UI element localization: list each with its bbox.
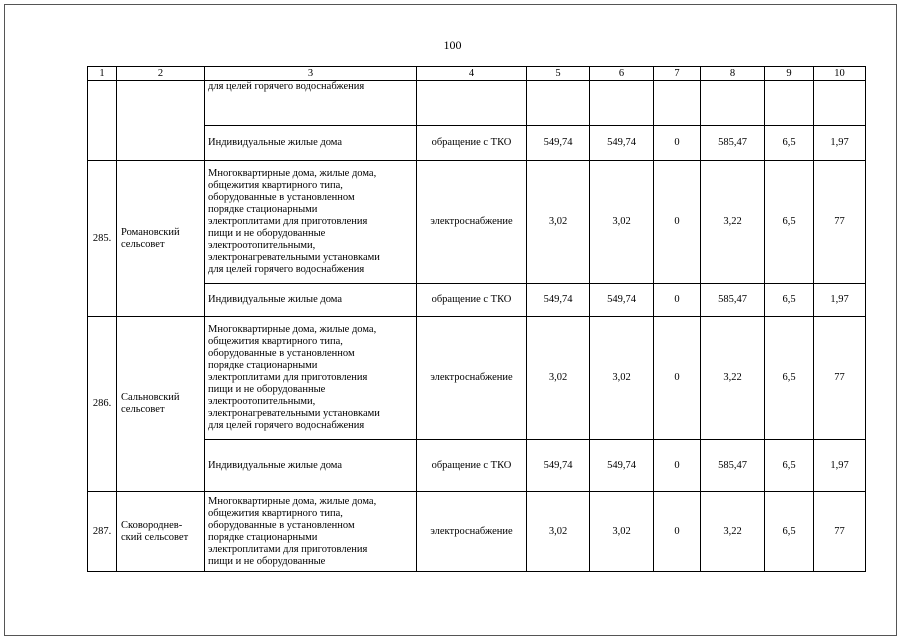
page-number: 100: [443, 38, 462, 52]
value-cell: 6,5: [765, 492, 814, 572]
value-cell: 3,02: [527, 492, 590, 572]
value-cell: 0: [654, 161, 701, 284]
service-cell: обращение с ТКО: [417, 440, 527, 492]
municipality-cell: Сальновский сельсовет: [117, 317, 205, 492]
value-cell: 1,97: [814, 284, 866, 317]
table-row: [88, 284, 866, 317]
municipality-cell: [117, 81, 205, 161]
value-cell: 585,47: [701, 126, 765, 161]
value-cell: 77: [814, 317, 866, 440]
service-cell: электроснабжение: [417, 161, 527, 284]
value-cell: 549,74: [590, 284, 654, 317]
row-number-cell: 287.: [88, 492, 117, 572]
row-number-cell: 285.: [88, 161, 117, 317]
value-cell: 0: [654, 126, 701, 161]
value-cell: 1,97: [814, 440, 866, 492]
column-header: 4: [417, 67, 527, 81]
value-cell: 6,5: [765, 284, 814, 317]
category-cell: Многоквартирные дома, жилые дома, общежития квартирного типа, оборудованные в установленном порядке стационарными электроплитами для приготовления пищи и не оборудованные электроотопительными, электронагревательными установками для целей горячего водоснабжения: [205, 317, 417, 440]
value-cell: 6,5: [765, 440, 814, 492]
value-cell: 549,74: [527, 126, 590, 161]
column-header: 8: [701, 67, 765, 81]
table-row: [88, 161, 866, 284]
value-cell: 1,97: [814, 126, 866, 161]
value-cell: 77: [814, 492, 866, 572]
row-number-cell: [88, 81, 117, 161]
value-cell: 3,02: [590, 317, 654, 440]
table-row: [88, 492, 866, 572]
column-header: 5: [527, 67, 590, 81]
category-cell: для целей горячего водоснабжения: [205, 81, 417, 126]
value-cell: 585,47: [701, 284, 765, 317]
category-cell: Индивидуальные жилые дома: [205, 126, 417, 161]
category-cell: Многоквартирные дома, жилые дома, общежития квартирного типа, оборудованные в установленном порядке стационарными электроплитами для приготовления пищи и не оборудованные электроотопительными, электронагревательными установками для целей горячего водоснабжения: [205, 161, 417, 284]
value-cell: 0: [654, 284, 701, 317]
value-cell: 0: [654, 492, 701, 572]
value-cell: 0: [654, 440, 701, 492]
value-cell: 549,74: [527, 284, 590, 317]
value-cell: 549,74: [590, 126, 654, 161]
column-header: 2: [117, 67, 205, 81]
column-header: 1: [88, 67, 117, 81]
column-number-row: [88, 67, 866, 81]
tariff-table: [87, 66, 866, 572]
value-cell: 6,5: [765, 161, 814, 284]
table-row: [88, 81, 866, 126]
value-cell: 585,47: [701, 440, 765, 492]
value-cell: 3,22: [701, 317, 765, 440]
value-cell: 3,02: [527, 317, 590, 440]
value-cell: 77: [814, 161, 866, 284]
category-cell: Индивидуальные жилые дома: [205, 440, 417, 492]
value-cell: 3,02: [590, 161, 654, 284]
row-number-cell: 286.: [88, 317, 117, 492]
municipality-cell: Романовский сельсовет: [117, 161, 205, 317]
column-header: 3: [205, 67, 417, 81]
service-cell: обращение с ТКО: [417, 126, 527, 161]
value-cell: 549,74: [527, 440, 590, 492]
table-row: [88, 317, 866, 440]
value-cell: 3,22: [701, 492, 765, 572]
value-cell: 0: [654, 317, 701, 440]
column-header: 9: [765, 67, 814, 81]
service-cell: электроснабжение: [417, 492, 527, 572]
value-cell: 3,02: [590, 492, 654, 572]
table-row: [88, 440, 866, 492]
value-cell: 3,02: [527, 161, 590, 284]
value-cell: 549,74: [590, 440, 654, 492]
municipality-cell: Сковороднев- ский сельсовет: [117, 492, 205, 572]
service-cell: электроснабжение: [417, 317, 527, 440]
category-cell: Индивидуальные жилые дома: [205, 284, 417, 317]
column-header: 7: [654, 67, 701, 81]
column-header: 10: [814, 67, 866, 81]
column-header: 6: [590, 67, 654, 81]
value-cell: 6,5: [765, 126, 814, 161]
value-cell: 6,5: [765, 317, 814, 440]
service-cell: обращение с ТКО: [417, 284, 527, 317]
table-row: [88, 126, 866, 161]
value-cell: 3,22: [701, 161, 765, 284]
category-cell: Многоквартирные дома, жилые дома, общежития квартирного типа, оборудованные в установленном порядке стационарными электроплитами для приготовления пищи и не оборудованные: [205, 492, 417, 572]
